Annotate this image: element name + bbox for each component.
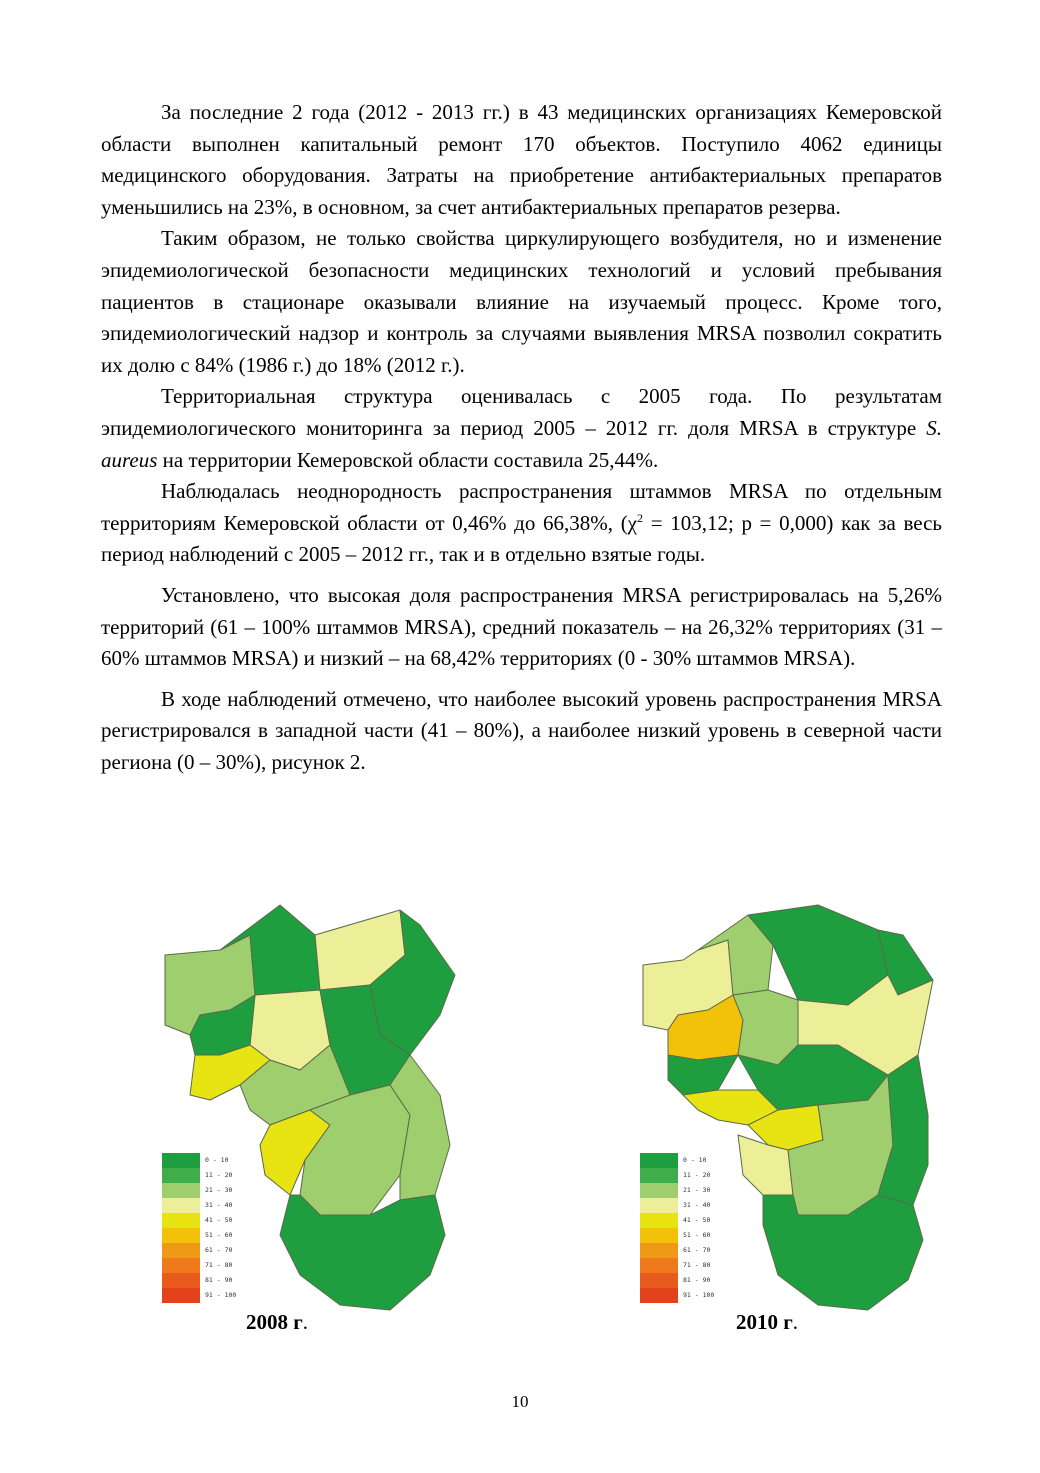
legend-2010-label: 41 - 50 (683, 1216, 711, 1224)
legend-2010-swatch (640, 1258, 678, 1273)
species-name: S. aureus (101, 415, 942, 472)
legend-2008-swatch (162, 1288, 200, 1303)
legend-2010-label: 81 - 90 (683, 1276, 711, 1284)
body-text (101, 97, 942, 778)
legend-2008-label: 31 - 40 (205, 1201, 233, 1209)
paragraph-5-text: Установлено, что высокая доля распространения MRSA регистрировалась на 5,26% территорий (61 – 100% штаммов MRSA), средний показатель – на 26,32% территориях (31 – 60% штаммов MRSA) и низкий – на 68,42% территориях (0 - 30% штаммов MRSA). (101, 582, 942, 671)
legend-2010-label: 21 - 30 (683, 1186, 711, 1194)
map-2010-region-w2 (668, 1055, 738, 1095)
map-2008-figure (160, 895, 460, 1315)
paragraph-6-text: В ходе наблюдений отмечено, что наиболее высокий уровень распространения MRSA регистрировался в западной части (41 – 80%), а наиболее низкий уровень в северной части региона (0 – 30%), рисунок 2. (101, 686, 942, 774)
caption-2008 (246, 1310, 308, 1335)
legend-2010-swatch (640, 1153, 678, 1168)
legend-2010-swatch (640, 1273, 678, 1288)
map-2010-legend (638, 1153, 718, 1308)
paragraph-3-text-b: на территории Кемеровской области составила 25,44%. (157, 447, 659, 472)
legend-2008-swatch (162, 1198, 200, 1213)
legend-2008-swatch (162, 1213, 200, 1228)
legend-2010-swatch (640, 1183, 678, 1198)
legend-2010-swatch (640, 1168, 678, 1183)
paragraph-2-text: Таким образом, не только свойства циркулирующего возбудителя, но и изменение эпидемиологической безопасности медицинских технологий и условий пребывания пациентов в стационаре оказывали влияние на изучаемый процесс. Кроме того, эпидемиологический надзор и контроль за случаями выявления MRSA позволил сократить их долю с 84% (1986 г.) до 18% (2012 г.). (101, 226, 942, 377)
paragraph-6 (101, 684, 942, 779)
legend-2010-label: 91 - 100 (683, 1291, 715, 1299)
legend-2010-swatch (640, 1228, 678, 1243)
legend-2008-swatch (162, 1258, 200, 1273)
paragraph-2 (101, 223, 942, 381)
legend-2008-label: 11 - 20 (205, 1171, 233, 1179)
legend-2010-swatch (640, 1213, 678, 1228)
legend-2010-swatch (640, 1243, 678, 1258)
paragraph-1-text: За последние 2 года (2012 - 2013 гг.) в 43 медицинских организациях Кемеровской области выполнен капитальный ремонт 170 объектов. Поступило 4062 единицы медицинского оборудования. Затраты на приобретение антибактериальных препаратов уменьшились на 23%, в основном, за счет антибактериальных препаратов резерва. (101, 100, 942, 219)
paragraph-4 (101, 476, 942, 571)
paragraph-4-text-a: Наблюдалась неоднородность распространения штаммов MRSA по отдельным территориям Кемеровской области от 0,46% до 66,38%, (χ (101, 479, 942, 535)
legend-2008-label: 81 - 90 (205, 1276, 233, 1284)
caption-2010-dot: . (792, 1310, 799, 1334)
legend-2008-label: 51 - 60 (205, 1231, 233, 1239)
paragraph-1 (101, 97, 942, 223)
legend-2008-swatch (162, 1228, 200, 1243)
legend-2010-label: 0 - 10 (683, 1156, 707, 1164)
legend-2010-label: 71 - 80 (683, 1261, 711, 1269)
map-2010-region-w1 (733, 990, 798, 1065)
chi-square-exponent: 2 (637, 510, 644, 525)
legend-2008-label: 0 - 10 (205, 1156, 229, 1164)
caption-2010 (736, 1310, 798, 1335)
map-2010-figure (638, 895, 938, 1315)
legend-2008-swatch (162, 1168, 200, 1183)
legend-2008-swatch (162, 1243, 200, 1258)
legend-2008-label: 21 - 30 (205, 1186, 233, 1194)
caption-2008-dot: . (302, 1310, 309, 1334)
paragraph-4-text-b: = 103,12; p = 0,000) как за весь период наблюдений с 2005 – 2012 гг., так и в отдельно взятые годы. (101, 510, 942, 567)
page-number: 10 (511, 1392, 529, 1411)
legend-2010-swatch (640, 1288, 678, 1303)
paragraph-5 (101, 580, 942, 675)
legend-2008-label: 61 - 70 (205, 1246, 233, 1254)
legend-2010-label: 31 - 40 (683, 1201, 711, 1209)
legend-2008-label: 91 - 100 (205, 1291, 237, 1299)
legend-2008-label: 71 - 80 (205, 1261, 233, 1269)
caption-2010-year: 2010 г (736, 1310, 793, 1334)
legend-2010-label: 11 - 20 (683, 1171, 711, 1179)
legend-2008-swatch (162, 1183, 200, 1198)
paragraph-3 (101, 381, 942, 476)
legend-2008-swatch (162, 1153, 200, 1168)
legend-2008-label: 41 - 50 (205, 1216, 233, 1224)
legend-2008-swatch (162, 1273, 200, 1288)
paragraph-3-text-a: Территориальная структура оценивалась с 2005 года. По результатам эпидемиологического мониторинга за период 2005 – 2012 гг. доля MRSA в структуре (101, 384, 942, 440)
legend-2010-swatch (640, 1198, 678, 1213)
legend-2010-label: 51 - 60 (683, 1231, 711, 1239)
legend-2010-label: 61 - 70 (683, 1246, 711, 1254)
map-2008-legend (160, 1153, 240, 1308)
caption-2008-year: 2008 г (246, 1310, 303, 1334)
